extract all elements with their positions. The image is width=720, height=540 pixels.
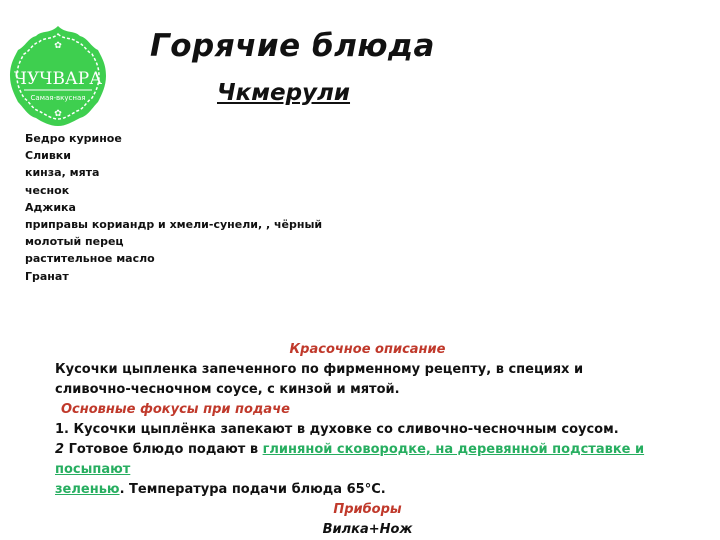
logo-emblem bbox=[6, 24, 110, 128]
description-line: Кусочки цыпленка запеченного по фирменному рецепту, в специях и bbox=[55, 362, 584, 377]
page-title: Горячие блюда bbox=[150, 28, 435, 64]
restaurant-logo bbox=[6, 24, 110, 128]
ingredient-item: Аджика bbox=[25, 200, 76, 214]
cutlery-heading: Приборы bbox=[333, 502, 402, 517]
description-heading: Красочное описание bbox=[289, 342, 446, 357]
cutlery-value: Вилка+Нож bbox=[322, 522, 413, 537]
serving-step-2 bbox=[55, 440, 680, 500]
logo-tagline: Самая-вкусная bbox=[30, 94, 86, 102]
serving-heading: Основные фокусы при подаче bbox=[61, 402, 290, 417]
serving-step-1: 1. Кусочки цыплёнка запекают в духовке со сливочно-чесночным соусом. bbox=[55, 422, 619, 437]
ingredient-item: Сливки bbox=[25, 149, 71, 163]
serving-link-greens[interactable]: зеленью bbox=[55, 482, 120, 497]
step-number: 2 bbox=[55, 442, 65, 457]
ingredient-item: молотый перец bbox=[25, 235, 124, 249]
description-line: сливочно-чесночном соусе, с кинзой и мятой. bbox=[55, 382, 400, 397]
ingredient-item: приправы кориандр и хмели-сунели, , чёрный bbox=[25, 218, 323, 232]
dish-name: Чкмерули bbox=[217, 80, 351, 106]
serving-link[interactable]: глиняной сковородке, на деревянной подставке и посыпают bbox=[55, 442, 645, 477]
ingredient-item: Бедро куриное bbox=[25, 132, 122, 145]
ingredient-item: растительное масло bbox=[25, 252, 155, 266]
svg-text:✿: ✿ bbox=[54, 41, 62, 51]
step-text: . Температура подачи блюда 65°С. bbox=[119, 482, 386, 497]
description-block bbox=[55, 340, 680, 540]
ingredient-item: Гранат bbox=[25, 269, 69, 283]
step-text: Готовое блюдо подают в bbox=[64, 442, 263, 457]
logo-wordmark: ЧУЧВАРА bbox=[13, 69, 103, 89]
ingredients-list bbox=[25, 130, 322, 285]
svg-text:✿: ✿ bbox=[54, 109, 62, 119]
ingredient-item: чеснок bbox=[25, 183, 70, 197]
ingredient-item: кинза, мята bbox=[25, 166, 100, 180]
